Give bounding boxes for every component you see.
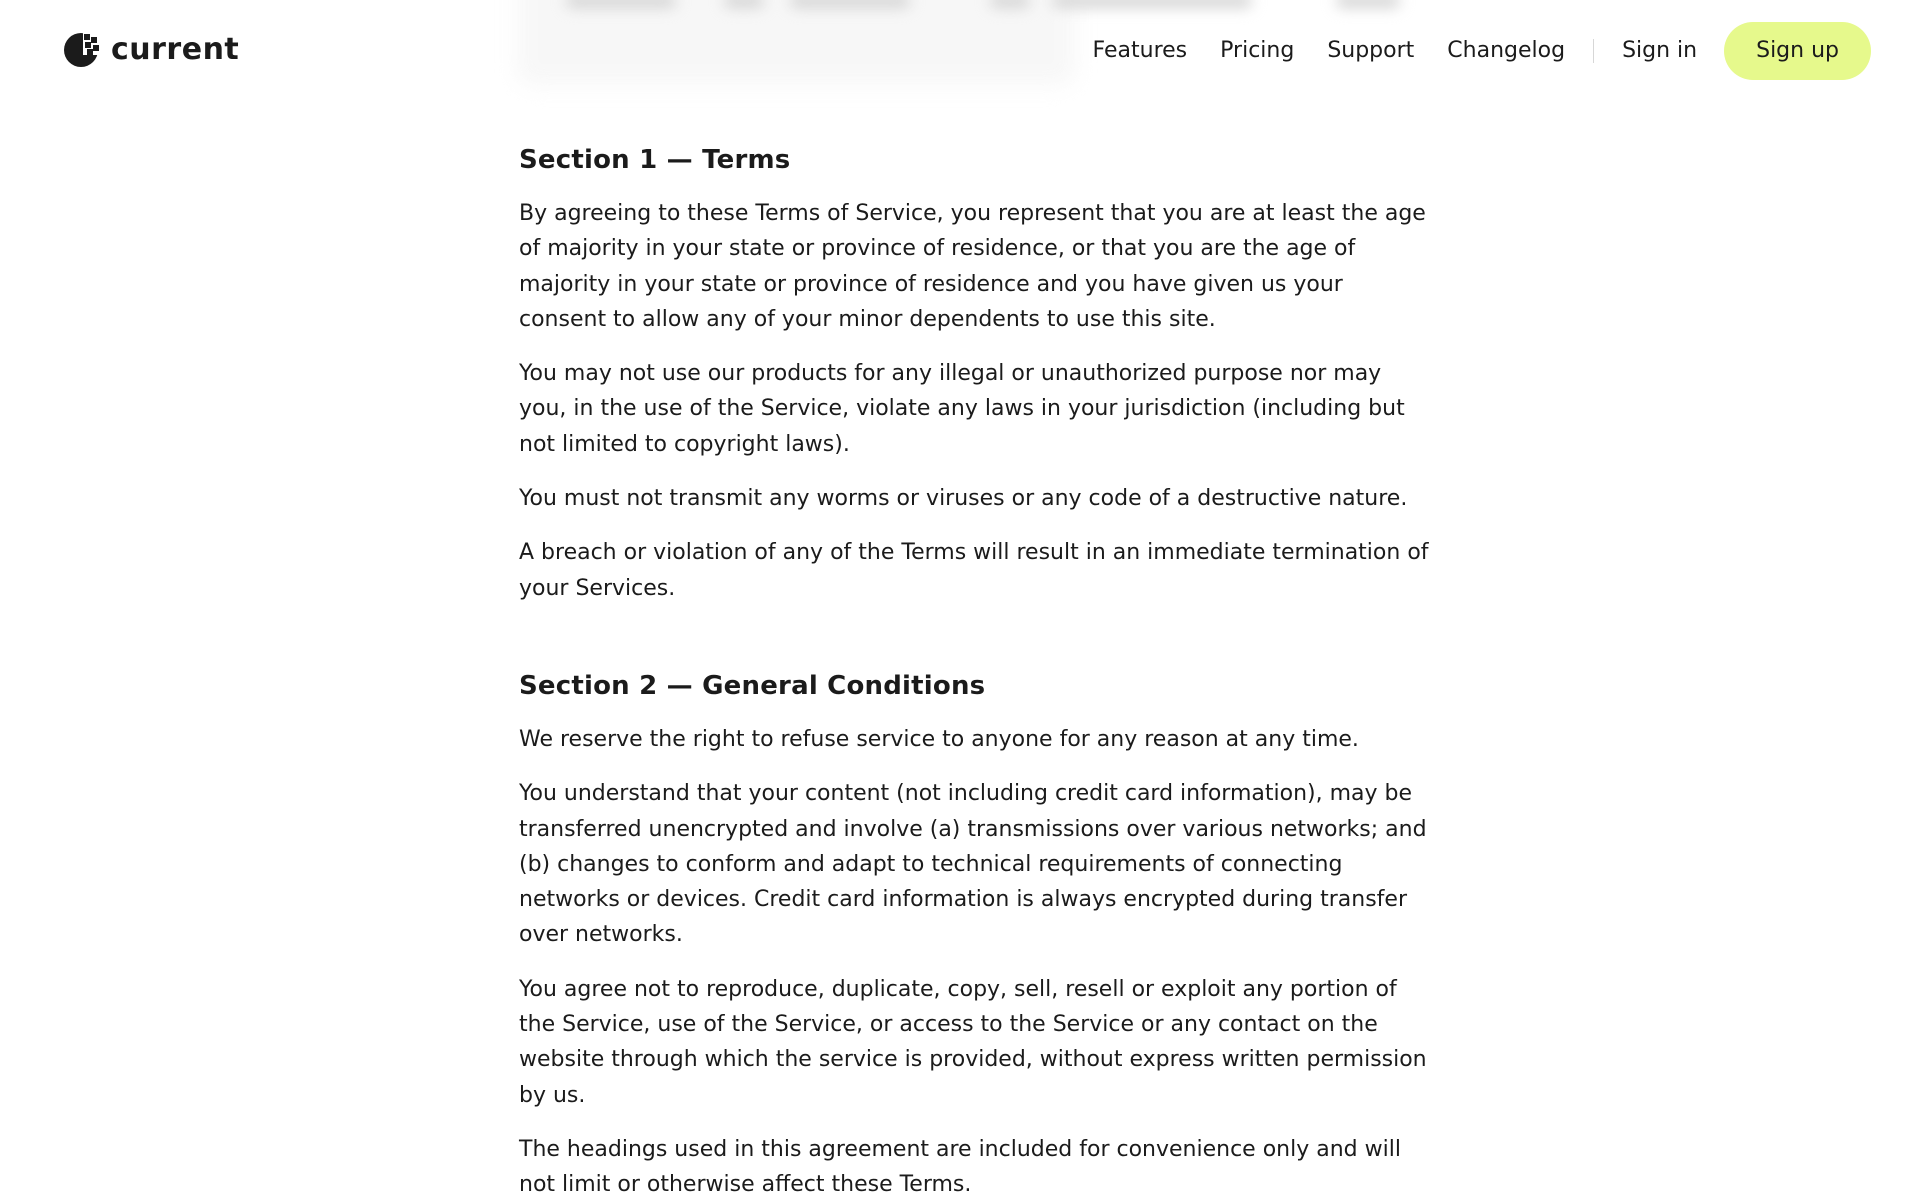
nav-link-pricing[interactable]: Pricing — [1220, 38, 1295, 63]
paragraph: A breach or violation of any of the Terms will result in an immediate termination of your Services. — [519, 540, 1429, 601]
brand-logo[interactable] — [64, 33, 239, 67]
section-general-conditions — [519, 664, 1429, 1200]
sign-in-link[interactable]: Sign in — [1622, 38, 1698, 63]
paragraph: You understand that your content (not including credit card information), may be transferred unencrypted and involve (a) transmissions over various networks; and (b) changes to conform and adapt to technical requirements of connecting networks or devices. Credit card information is always encrypted during transfer over networks. — [519, 781, 1427, 948]
paragraph: We reserve the right to refuse service to anyone for any reason at any time. — [519, 726, 1359, 752]
top-nav — [1093, 22, 1871, 80]
current-logo-icon — [64, 33, 100, 67]
paragraph: You agree not to reproduce, duplicate, copy, sell, resell or exploit any portion of the Service, use of the Service, or access to the Service or any contact on the website through which the service is provided, without express written permission by us. — [519, 976, 1427, 1108]
site-header — [0, 0, 1920, 100]
nav-link-support[interactable]: Support — [1327, 38, 1415, 63]
paragraph: The headings used in this agreement are included for convenience only and will not limit or otherwise affect these Terms. — [519, 1136, 1401, 1198]
nav-link-features[interactable]: Features — [1092, 38, 1188, 63]
sign-up-button[interactable]: Sign up — [1724, 22, 1871, 80]
brand-name: current — [111, 32, 240, 67]
nav-divider — [1593, 39, 1594, 63]
paragraph: You must not transmit any worms or viruses or any code of a destructive nature. — [519, 486, 1408, 512]
paragraph: By agreeing to these Terms of Service, you represent that you are at least the age of majority in your state or province of residence, or that you are the age of majority in your state or province of residence and you have given us your consent to allow any of your minor dependents to use this site. — [519, 201, 1426, 332]
paragraph: You may not use our products for any illegal or unauthorized purpose nor may you, in the use of the Service, violate any laws in your jurisdiction (including but not limited to copyright laws). — [519, 361, 1405, 457]
terms-content — [519, 138, 1429, 1200]
section-terms — [519, 138, 1429, 606]
section-heading: Section 1 — Terms — [519, 145, 791, 175]
nav-link-changelog[interactable]: Changelog — [1447, 38, 1566, 63]
section-heading: Section 2 — General Conditions — [519, 670, 986, 701]
